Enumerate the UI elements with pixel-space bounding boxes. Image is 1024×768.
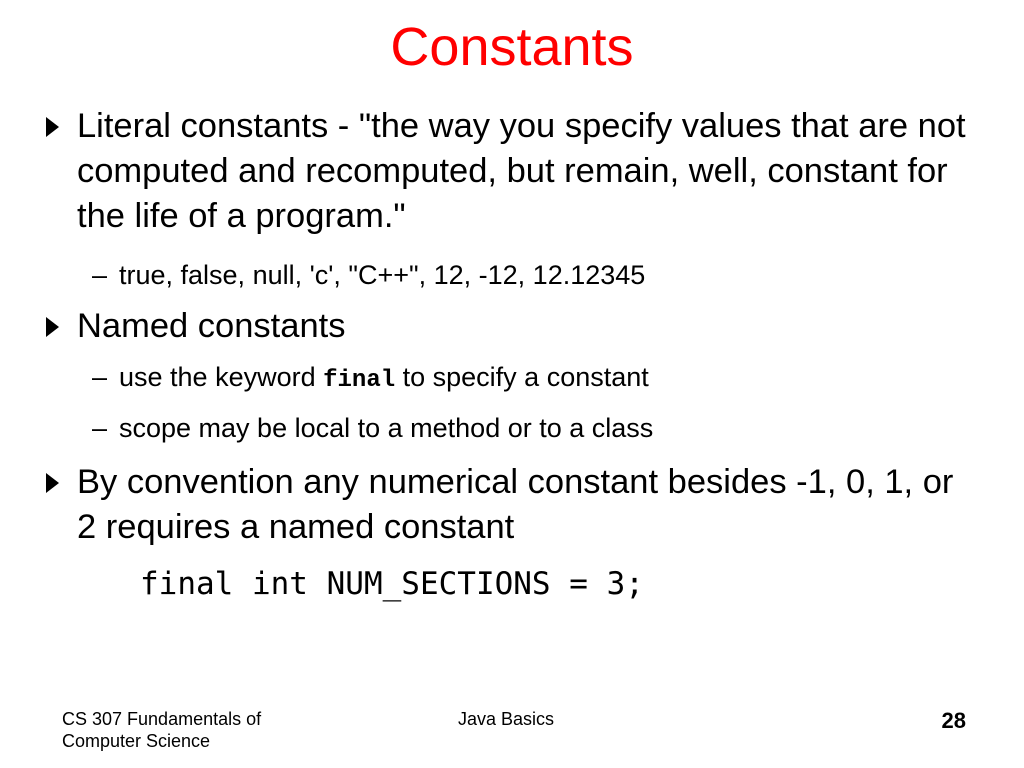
sub-item-literal-examples xyxy=(92,258,952,292)
sub-item-keyword-final xyxy=(92,360,952,398)
bullet-named-constants xyxy=(46,304,976,349)
footer-topic: Java Basics xyxy=(458,709,555,729)
page-number: 28 xyxy=(941,708,966,733)
bullet-literal-constants xyxy=(46,104,976,239)
sub-item-scope xyxy=(92,411,952,445)
keyword-final: final xyxy=(323,367,396,394)
dash-bullet: – xyxy=(92,362,108,392)
bullet-text: Named constants xyxy=(77,307,346,345)
dash-bullet: – xyxy=(92,260,108,290)
sub-item-text: scope may be local to a method or to a class xyxy=(119,413,654,443)
footer-course: CS 307 Fundamentals of Computer Science xyxy=(62,709,262,751)
code-example: final int NUM_SECTIONS = 3; xyxy=(140,566,644,602)
slide-title: Constants xyxy=(390,17,634,77)
sub-item-text-prefix: use the keyword xyxy=(119,362,324,392)
sub-item-text xyxy=(92,360,952,398)
triangle-bullet-icon xyxy=(46,473,59,493)
sub-item-text: true, false, null, 'c', "C++", 12, -12, 12.12345 xyxy=(119,260,646,290)
bullet-convention xyxy=(46,460,976,550)
dash-bullet: – xyxy=(92,413,108,443)
sub-item-text-suffix: to specify a constant xyxy=(395,362,649,392)
bullet-text: Literal constants - "the way you specify values that are not computed and recomputed, but remain, well, constant for the life of a program." xyxy=(77,107,966,235)
triangle-bullet-icon xyxy=(46,117,59,137)
bullet-text: By convention any numerical constant besides -1, 0, 1, or 2 requires a named constant xyxy=(77,463,954,546)
triangle-bullet-icon xyxy=(46,317,59,337)
